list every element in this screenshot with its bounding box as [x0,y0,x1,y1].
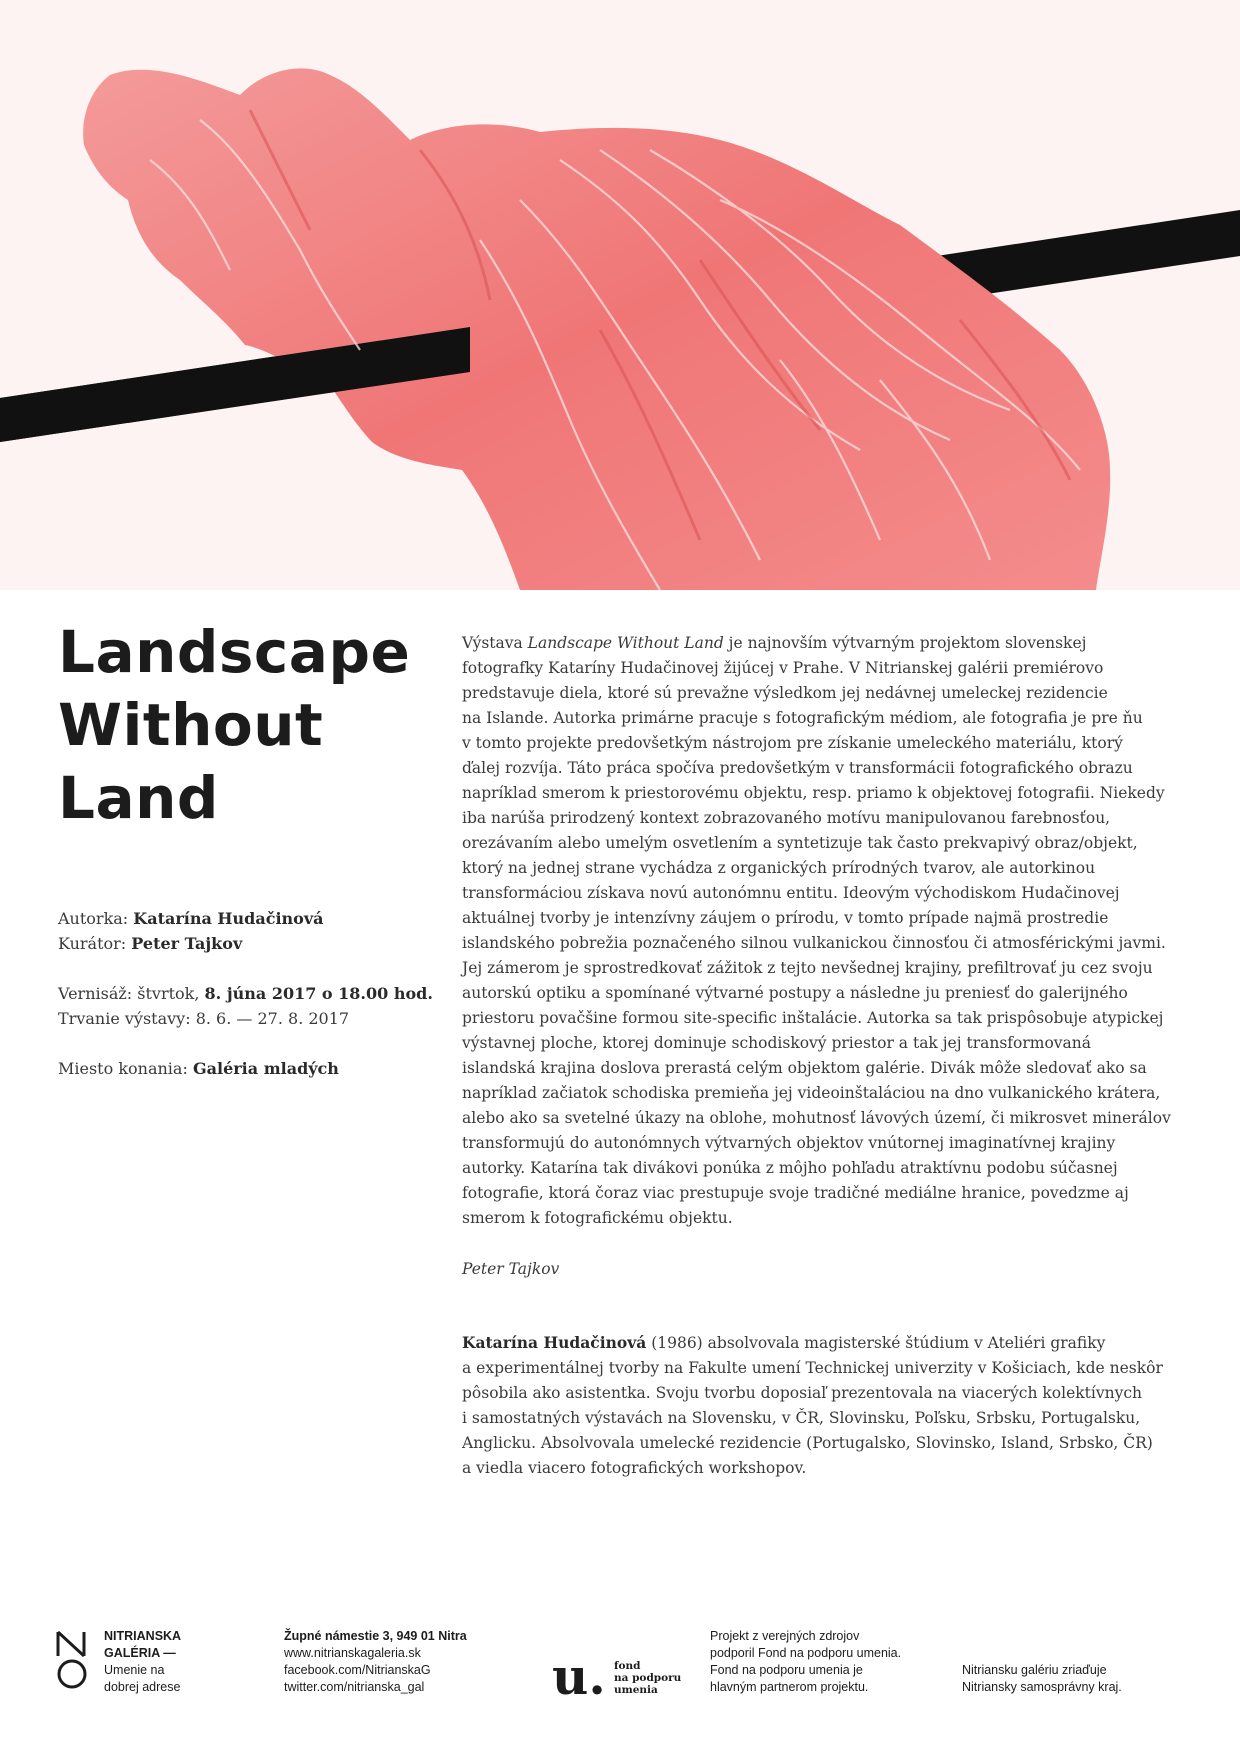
funding-note-line: podporil Fond na podporu umenia. [710,1646,902,1660]
description-line: transformáciou získava novú autonómnu entitu. Ideovým východiskom Hudačinovej [462,884,1120,902]
duration-info: Trvanie výstavy: 8. 6. — 27. 8. 2017 [58,1009,350,1028]
curator-signature: Peter Tajkov [462,1260,560,1278]
coral-rock-sculpture-illustration [0,0,1240,590]
description-line: iba narúša prirodzený kontext zobrazovaného motívu manipulovanou farebnosťou, [462,809,1111,827]
description-line: na Islande. Autorka primárne pracuje s fotografickým médiom, ale fotografia je pre ňu [462,709,1143,727]
hero-artwork-image [0,0,1240,590]
gallery-identity [104,1628,254,1696]
region-note-line: Nitriansky samosprávny kraj. [962,1680,1122,1694]
facebook-link[interactable]: facebook.com/NitrianskaG [284,1663,431,1677]
funding-note-line: Fond na podporu umenia je [710,1663,863,1677]
exhibition-title [58,616,418,835]
description-line: islandského pobrežia poznačeného silnou vulkanickou činnosťou či atmosférickými javmi. [462,934,1166,952]
bio-line: i samostatných výstavách na Slovensku, v ČR, Slovinsku, Poľsku, Srbsku, Portugalsku, [462,1409,1141,1427]
description-line: výstavnej ploche, ktorej dominuje schodiskový priestor a tak jej transformovaná [462,1034,1092,1052]
curator-label: Kurátor: [58,934,127,953]
description-line: islandská krajina doslova prerastá celým objektom galérie. Divák môže sledovať ako sa [462,1059,1147,1077]
gallery-tagline: Umenie na [104,1663,165,1677]
poster-footer [0,1620,1240,1730]
title-line: Landscape [58,618,411,686]
title-line: Without [58,691,324,759]
venue-name: Galéria mladých [192,1059,339,1078]
description-line: autorskú optiku a spomínané výtvarné postupy a následne ju preniesť do galerijného [462,984,1128,1002]
gallery-address: Župné námestie 3, 949 01 Nitra [284,1629,467,1643]
description-line: ďalej rozvíja. Táto práca spočíva predovšetkým v transformácii fotografického obrazu [462,759,1133,777]
nitrianska-galeria-monogram-icon [54,1628,94,1692]
rock-shape [83,68,1110,590]
description-line: Jej zámerom je sprostredkovať zážitok z tejto nevšednej krajiny, prefiltrovať ju cez svoju [462,959,1153,977]
region-note-line: Nitriansku galériu zriaďuje [962,1663,1107,1677]
description-line: alebo ako sa svetelné úkazy na oblohe, mohutnosť lávových území, či mikrosvet minerálov [462,1109,1171,1127]
gallery-name-line: NITRIANSKA [104,1629,182,1643]
description-line: orezávaním alebo umelým osvetlením a syntetizuje tak často prekvapivý obraz/objekt, [462,834,1138,852]
description-line: smerom k fotografickému objektu. [462,1209,733,1227]
funding-note [710,1628,940,1696]
bio-artist-name: Katarína Hudačinová [462,1333,647,1352]
description-line: predstavuje diela, ktoré sú prevažne výsledkom jej nedávnej umeleckej rezidencie [462,684,1108,702]
bio-line: a viedla viacero fotografických workshopov. [462,1459,807,1477]
bio-line: Anglicku. Absolvovala umelecké rezidencie (Portugalsko, Slovinsko, Island, Srbsko, ČR) [462,1434,1153,1452]
exhibition-dates [58,981,438,1031]
fond-na-podporu-umenia-logo-icon [552,1650,612,1702]
funding-note-line: Projekt z verejných zdrojov [710,1629,860,1643]
funding-note-line: hlavným partnerom projektu. [710,1680,869,1694]
title-line: Land [58,764,219,832]
description-line: aktuálnej tvorby je intenzívny záujem o prírodu, v tomto prípade najmä prostredie [462,909,1109,927]
venue-label: Miesto konania: [58,1059,188,1078]
exhibition-description [462,631,1182,1231]
exhibition-credits [58,906,438,956]
region-note [962,1662,1192,1696]
exhibition-venue [58,1056,438,1081]
opening-info [58,981,438,1006]
fund-mark: u. [552,1650,606,1702]
description-line: napríklad začiatok schodiska premieňa jej videoinštaláciou na dno vulkanického krátera, [462,1084,1161,1102]
opening-date: 8. júna 2017 o 18.00 hod. [204,984,433,1003]
bio-line: pôsobila ako asistentka. Svoju tvorbu doposiaľ prezentovala na viacerých kolektívnych [462,1384,1142,1402]
fund-name [614,1660,704,1696]
description-line: Výstava Landscape Without Land je najnovším výtvarným projektom slovenskej [462,634,1087,652]
description-line: transformujú do autonómnych výtvarných objektov vnútornej imaginatívnej krajiny [462,1134,1116,1152]
fund-name-line: fond [614,1660,641,1672]
description-line: fotografky Kataríny Hudačinovej žijúcej v Prahe. V Nitrianskej galérii premiérovo [462,659,1104,677]
bio-line: a experimentálnej tvorby na Fakulte umení Technickej univerzity v Košiciach, kde neskôr [462,1359,1163,1377]
fund-name-line: umenia [614,1684,658,1696]
website-link[interactable]: www.nitrianskagaleria.sk [284,1646,421,1660]
description-line: autorky. Katarína tak divákovi ponúka z môjho pohľadu atraktívnu podobu súčasnej [462,1159,1118,1177]
author-name: Katarína Hudačinová [133,909,324,928]
bio-line: Katarína Hudačinová (1986) absolvovala magisterské štúdium v Ateliéri grafiky [462,1333,1106,1352]
description-line: v tomto projekte predovšetkým nástrojom pre získanie umeleckého materiálu, ktorý [462,734,1123,752]
author-label: Autorka: [58,909,129,928]
author-credit [58,906,438,931]
description-line: fotografie, ktorá čoraz viac prestupuje svoje tradičné mediálne hranice, povedzme aj [462,1184,1129,1202]
artist-bio [462,1330,1182,1481]
twitter-link[interactable]: twitter.com/nitrianska_gal [284,1680,425,1694]
opening-label: Vernisáž: štvrtok, [58,984,200,1003]
description-line: napríklad smerom k priestorovému objektu, resp. priamo k objektovej fotografii. Niekedy [462,784,1165,802]
description-line: ktorý na jednej strane vychádza z organických prírodných tvarov, ale autorkinou [462,859,1096,877]
gallery-name-line: GALÉRIA — [104,1646,176,1660]
gallery-tagline: dobrej adrese [104,1680,181,1694]
fund-name-line: na podporu [614,1672,682,1684]
curator-credit [58,931,438,956]
description-title-italic: Landscape Without Land [527,634,724,652]
gallery-contact [284,1628,524,1696]
curator-name: Peter Tajkov [131,934,243,953]
description-line: priestoru povačšine formou site-specific inštalácie. Autorka sa tak prispôsobuje atypickej [462,1009,1164,1027]
